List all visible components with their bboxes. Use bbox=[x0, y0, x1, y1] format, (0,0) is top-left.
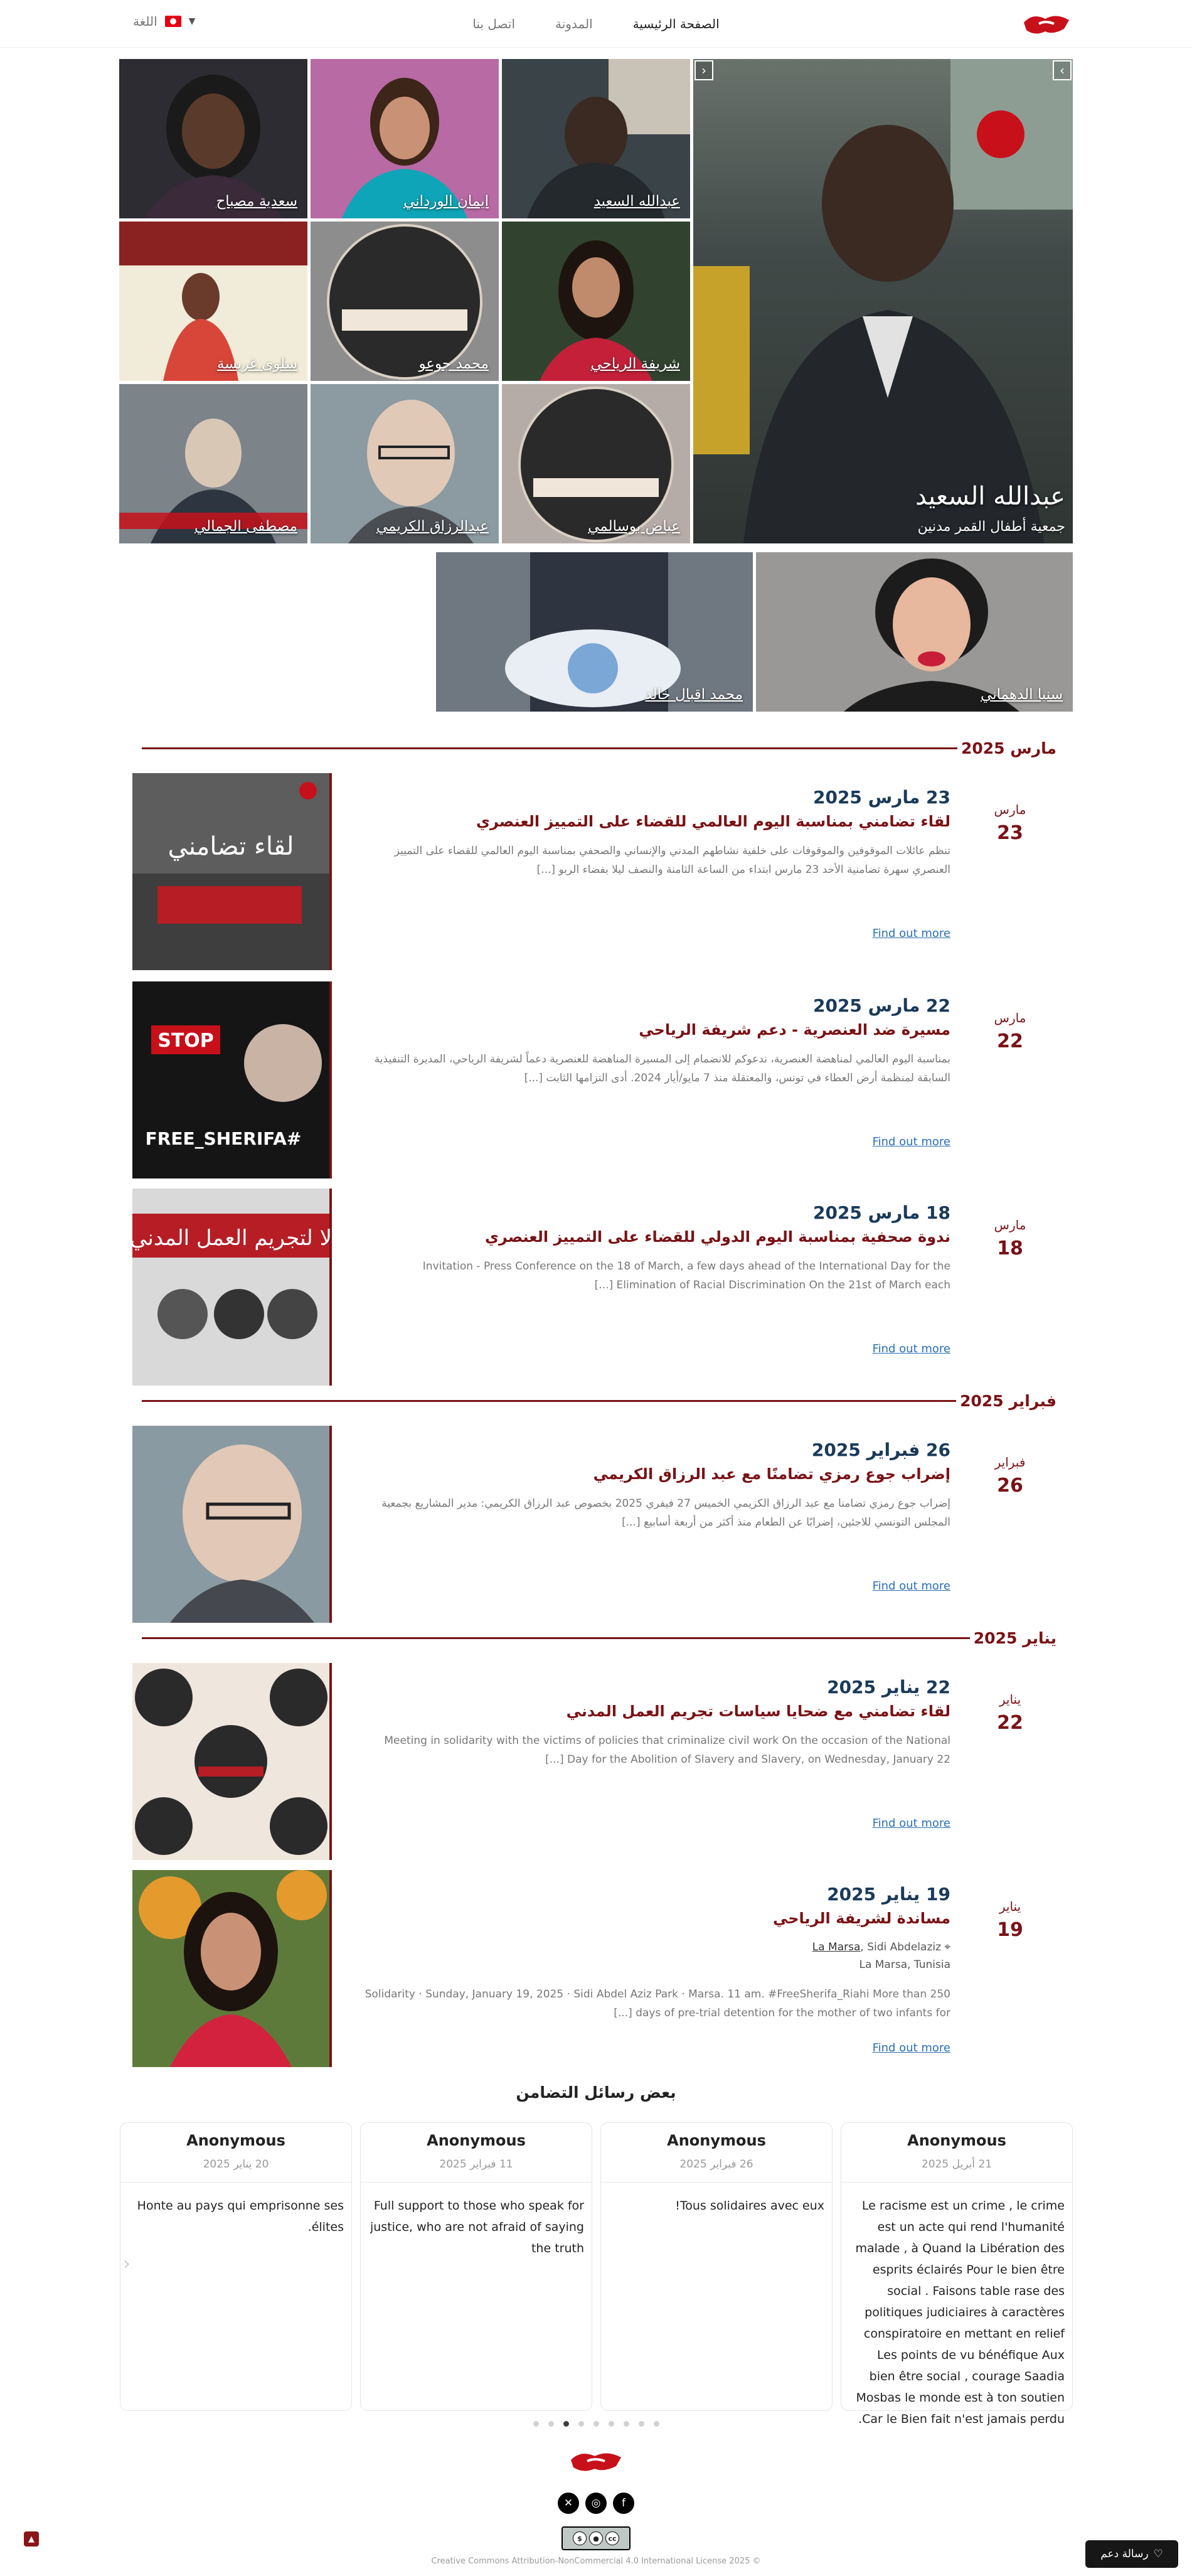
featured-subtitle: جمعية أطفال القمر مدنين bbox=[917, 519, 1065, 535]
profile-tile[interactable] bbox=[756, 552, 1073, 712]
divider-line bbox=[142, 1400, 1056, 1402]
profile-name-link[interactable]: شريفة الرياحي bbox=[590, 356, 680, 372]
event-poster-image bbox=[132, 1870, 329, 2067]
timeline-event bbox=[135, 1663, 1032, 1860]
find-out-more-link[interactable]: Find out more bbox=[872, 1579, 950, 1593]
event-excerpt: Invitation - Press Conference on the 18 of March, a few days ahead of the International Day for the Elimination of Racial Discrimination On the 21st of March each [...] bbox=[422, 1260, 950, 1291]
carousel-pagination bbox=[0, 2421, 1192, 2427]
timeline-month-divider bbox=[142, 1629, 1056, 1648]
profiles-grid bbox=[119, 59, 1073, 712]
profile-tile[interactable] bbox=[311, 59, 499, 218]
timeline-month-divider bbox=[142, 739, 1056, 758]
profile-name-link[interactable]: عياض بوسالمي bbox=[588, 518, 680, 535]
message-card bbox=[360, 2122, 592, 2411]
message-author: Anonymous bbox=[907, 2132, 1006, 2149]
timeline-month-divider bbox=[142, 1392, 1056, 1411]
event-poster-image bbox=[132, 981, 329, 1178]
find-out-more-link[interactable]: Find out more bbox=[872, 1135, 950, 1148]
nav-blog[interactable]: المدونة bbox=[555, 16, 593, 31]
message-text: Tous solidaires avec eux! bbox=[675, 2199, 824, 2213]
location-city: La Marsa, Tunisia bbox=[859, 1959, 950, 1971]
message-card bbox=[600, 2122, 833, 2411]
profile-name-link[interactable]: عبدالله السعيد bbox=[593, 193, 680, 210]
profile-name-link[interactable]: محمد اقبال خالد bbox=[645, 687, 743, 703]
featured-slide[interactable] bbox=[693, 59, 1073, 543]
event-body bbox=[361, 1202, 950, 1295]
event-date-badge bbox=[988, 1455, 1032, 1497]
message-date: 20 يناير 2025 bbox=[203, 2158, 269, 2171]
nav-contact[interactable]: اتصل بنا bbox=[472, 16, 515, 31]
event-body bbox=[361, 995, 950, 1088]
top-navbar bbox=[0, 0, 1192, 48]
event-month: يناير bbox=[999, 1692, 1021, 1707]
event-month: مارس bbox=[994, 1010, 1026, 1025]
find-out-more-link[interactable]: Find out more bbox=[872, 927, 950, 940]
profile-tile[interactable] bbox=[119, 384, 307, 543]
chevron-down-icon: ▼ bbox=[188, 16, 196, 26]
carousel-dot[interactable] bbox=[578, 2421, 584, 2427]
event-month: مارس bbox=[994, 1217, 1026, 1232]
timeline-event bbox=[135, 773, 1032, 970]
event-thumbnail[interactable] bbox=[135, 1426, 332, 1623]
svg-text:لقاء تضامني: لقاء تضامني bbox=[168, 832, 294, 861]
timeline-event bbox=[135, 1870, 1032, 2067]
carousel-dot[interactable] bbox=[609, 2421, 614, 2427]
profile-tile[interactable] bbox=[119, 222, 307, 381]
event-title[interactable]: 18 مارس 2025 bbox=[812, 1202, 950, 1223]
event-date-badge bbox=[988, 1692, 1032, 1734]
profile-tile[interactable] bbox=[119, 59, 307, 218]
event-date-badge bbox=[988, 1010, 1032, 1052]
facebook-icon[interactable]: f bbox=[613, 2493, 634, 2514]
profile-tile[interactable] bbox=[311, 222, 499, 381]
cc-by-icon: ● bbox=[589, 2531, 603, 2545]
event-subtitle[interactable]: لقاء تضامني بمناسبة اليوم العالمي للقضاء على التمييز العنصري bbox=[476, 813, 950, 830]
divider-line bbox=[142, 1637, 1056, 1639]
event-subtitle[interactable]: مساندة لشريفة الرياحي bbox=[772, 1910, 950, 1927]
event-date-badge bbox=[988, 1217, 1032, 1259]
profile-tile[interactable] bbox=[502, 222, 690, 381]
event-thumbnail[interactable] bbox=[135, 981, 332, 1178]
event-thumbnail[interactable] bbox=[135, 1663, 332, 1860]
event-day: 22 bbox=[997, 1712, 1023, 1734]
event-excerpt: إضراب جوع رمزي تضامنا مع عبد الرزاق الكريمي الخميس 27 فيفري 2025 بخصوص عبد الرزاق الكريمي: مدير المشاريع بجمعية المجلس التونسي للاجئين، إضرابًا عن الطعام منذ أكثر من أربعة أسابيع [...] bbox=[381, 1497, 950, 1529]
event-thumbnail[interactable] bbox=[135, 1870, 332, 2067]
event-poster-image bbox=[132, 1663, 329, 1860]
slider-next-arrow-icon[interactable]: › bbox=[1053, 60, 1072, 80]
event-month: يناير bbox=[999, 1899, 1021, 1914]
messages-carousel bbox=[119, 2122, 1073, 2426]
event-subtitle[interactable]: ندوة صحفية بمناسبة اليوم الدولي للقضاء على التمييز العنصري bbox=[484, 1228, 950, 1246]
event-date-badge bbox=[988, 802, 1032, 844]
footer-logo[interactable] bbox=[567, 2447, 625, 2475]
carousel-dot[interactable] bbox=[639, 2421, 644, 2427]
main-menu bbox=[472, 0, 719, 48]
license-text: Creative Commons Attribution-NonCommercial 4.0 International License 2025 © bbox=[431, 2557, 761, 2566]
event-title[interactable]: 26 فبراير 2025 bbox=[811, 1440, 950, 1460]
carousel-dot[interactable] bbox=[624, 2421, 629, 2427]
profile-name-link[interactable]: عبدالرزاق الكريمي bbox=[376, 518, 489, 535]
language-label: اللغة bbox=[133, 14, 157, 29]
event-body bbox=[361, 787, 950, 879]
event-thumbnail[interactable] bbox=[130, 1189, 332, 1386]
slider-prev-arrow-icon[interactable]: ‹ bbox=[694, 60, 713, 80]
social-links bbox=[0, 2493, 1192, 2514]
profile-name-link[interactable]: سعدية مصباح bbox=[216, 193, 297, 210]
timeline-event bbox=[135, 981, 1032, 1178]
support-message-button[interactable] bbox=[1085, 2540, 1178, 2568]
tunisia-flag-icon bbox=[165, 16, 181, 27]
heart-icon: ♡ bbox=[1153, 2548, 1163, 2560]
event-day: 18 bbox=[997, 1237, 1023, 1259]
event-excerpt: Solidarity · Sunday, January 19, 2025 · Sidi Abdel Aziz Park · Marsa. 11 am. #FreeSherifa_Riahi More than 250 days of pre-trial detention for the mother of two infants for [...] bbox=[365, 1988, 950, 2019]
support-label: رسالة دعم bbox=[1100, 2548, 1149, 2560]
message-date: 21 أبريل 2025 bbox=[921, 2158, 992, 2171]
event-poster-image bbox=[132, 1426, 329, 1623]
message-text: Full support to those who speak for justice, who are not afraid of saying the truth bbox=[370, 2199, 584, 2255]
event-day: 26 bbox=[997, 1475, 1023, 1497]
month-heading: فبراير 2025 bbox=[956, 1392, 1056, 1410]
event-day: 19 bbox=[997, 1919, 1023, 1941]
carousel-dot[interactable] bbox=[593, 2421, 599, 2427]
event-poster-image bbox=[132, 773, 329, 970]
event-poster-image bbox=[130, 1189, 332, 1386]
message-card bbox=[841, 2122, 1073, 2426]
find-out-more-link[interactable]: Find out more bbox=[872, 2041, 950, 2055]
cc-nc-icon: $ bbox=[573, 2531, 587, 2545]
carousel-dot[interactable] bbox=[548, 2421, 554, 2427]
featured-name: عبدالله السعيد bbox=[915, 482, 1065, 511]
portrait-photo bbox=[693, 59, 1073, 543]
profile-tile[interactable] bbox=[311, 384, 499, 543]
creative-commons-badge[interactable] bbox=[561, 2526, 631, 2550]
event-subtitle[interactable]: مسيرة ضد العنصرية - دعم شريفة الرياحي bbox=[639, 1021, 950, 1039]
event-body bbox=[361, 1440, 950, 1532]
event-excerpt: بمناسبة اليوم العالمي لمناهضة العنصرية، ندعوكم للانضمام إلى المسيرة المناهضة للعنصرية دعماً لشريفة الرياحي، المديرة التنفيذية السابقة لمنظمة أرض العطاء في تونس، والمعتقلة منذ 7 مايو/أيار 2024. أدى التزامها الثابت [...] bbox=[374, 1053, 950, 1084]
profile-name-link[interactable]: سلوى غريسة bbox=[216, 356, 297, 372]
event-title[interactable]: 22 مارس 2025 bbox=[812, 995, 950, 1016]
svg-text:لا لتجريم العمل المدني: لا لتجريم العمل المدني bbox=[130, 1226, 332, 1251]
event-subtitle[interactable]: لقاء تضامني مع ضحايا سياسات تجريم العمل المدني bbox=[566, 1702, 950, 1720]
profile-tile[interactable] bbox=[502, 59, 690, 218]
profile-name-link[interactable]: مصطفى الجمالي bbox=[194, 518, 297, 535]
event-month: فبراير bbox=[994, 1455, 1026, 1470]
map-pin-icon: ⌖ bbox=[944, 1941, 950, 1953]
instagram-icon[interactable]: ◎ bbox=[585, 2493, 607, 2514]
event-date-badge bbox=[988, 1899, 1032, 1941]
cc-logo-icon: cc bbox=[605, 2531, 619, 2545]
message-date: 11 فبراير 2025 bbox=[439, 2158, 513, 2171]
profile-tile[interactable] bbox=[502, 384, 690, 543]
event-title[interactable]: 22 يناير 2025 bbox=[827, 1677, 950, 1697]
message-author: Anonymous bbox=[427, 2132, 526, 2149]
message-date: 26 فبراير 2025 bbox=[679, 2158, 753, 2171]
carousel-dot[interactable] bbox=[654, 2421, 659, 2427]
profile-name-link[interactable]: محمد جوعو bbox=[418, 356, 489, 372]
event-excerpt: تنظم عائلات الموقوفين والموقوفات على خلفية نشاطهم المدني والإنساني والصحفي بمناسبة اليوم العالمي للقضاء على التمييز العنصري سهرة تضامنية الأحد 23 مارس ابتداء من الساعة الثامنة والنصف ليلا بفضاء الربو [...] bbox=[394, 845, 950, 876]
message-text: Le racisme est un crime , le crime est un acte qui rend l'humanité malade , à Quand la Libération des esprits éclairés Pour le bien être social . Faisons table rase des politiques judiciaires à caractères conspiratoire en mettant en relief Les points de vu bénéfique Aux bien être social , courage Saadia Mosbas le monde est à ton soutien Car le Bien fait n'est jamais perdu. bbox=[855, 2199, 1065, 2426]
back-to-top-icon[interactable]: ▲ bbox=[24, 2531, 39, 2547]
svg-text:#FREE_SHERIFA: #FREE_SHERIFA bbox=[145, 1128, 302, 1149]
svg-text:STOP: STOP bbox=[157, 1030, 214, 1052]
divider-line bbox=[142, 747, 1056, 749]
profile-name-link[interactable]: ايمان الورداني bbox=[403, 193, 489, 210]
x-twitter-icon[interactable]: ✕ bbox=[558, 2493, 579, 2514]
message-author: Anonymous bbox=[667, 2132, 766, 2149]
find-out-more-link[interactable]: Find out more bbox=[872, 1342, 950, 1355]
message-author: Anonymous bbox=[186, 2132, 285, 2149]
event-day: 22 bbox=[997, 1030, 1023, 1052]
profile-tile[interactable] bbox=[436, 552, 753, 712]
location-area: , Sidi Abdelaziz bbox=[860, 1941, 942, 1953]
carousel-dot[interactable] bbox=[563, 2421, 569, 2427]
event-body bbox=[361, 1677, 950, 1769]
messages-section-title: بعض رسائل التضامن bbox=[516, 2083, 676, 2102]
timeline-event bbox=[130, 1189, 1032, 1386]
message-card bbox=[120, 2122, 352, 2411]
event-month: مارس bbox=[994, 802, 1026, 817]
nav-home[interactable]: الصفحة الرئيسية bbox=[632, 16, 720, 31]
event-body bbox=[361, 1884, 950, 2023]
profile-name-link[interactable]: سنيا الدهماني bbox=[981, 687, 1063, 703]
event-title[interactable]: 23 مارس 2025 bbox=[812, 787, 950, 808]
event-location bbox=[361, 1938, 950, 1974]
event-subtitle[interactable]: إضراب جوع رمزي تضامنًا مع عبد الرزاق الكريمي bbox=[593, 1465, 950, 1483]
location-link[interactable]: La Marsa bbox=[812, 1941, 861, 1953]
language-switcher[interactable] bbox=[133, 14, 195, 29]
event-title[interactable]: 19 يناير 2025 bbox=[827, 1884, 950, 1905]
event-thumbnail[interactable] bbox=[135, 773, 332, 970]
event-excerpt: Meeting in solidarity with the victims of policies that criminalize civil work On the occasion of the National Day for the Abolition of Slavery and Slavery, on Wednesday, January 22 [...] bbox=[384, 1734, 950, 1766]
carousel-prev-arrow-icon[interactable]: ‹ bbox=[123, 2253, 130, 2275]
month-heading: يناير 2025 bbox=[970, 1629, 1056, 1647]
month-heading: مارس 2025 bbox=[957, 739, 1056, 757]
timeline-event bbox=[135, 1426, 1032, 1623]
site-logo[interactable] bbox=[1020, 10, 1073, 39]
event-day: 23 bbox=[997, 822, 1023, 844]
find-out-more-link[interactable]: Find out more bbox=[872, 1817, 950, 1830]
message-text: Honte au pays qui emprisonne ses élites. bbox=[137, 2199, 344, 2234]
carousel-dot[interactable] bbox=[533, 2421, 539, 2427]
